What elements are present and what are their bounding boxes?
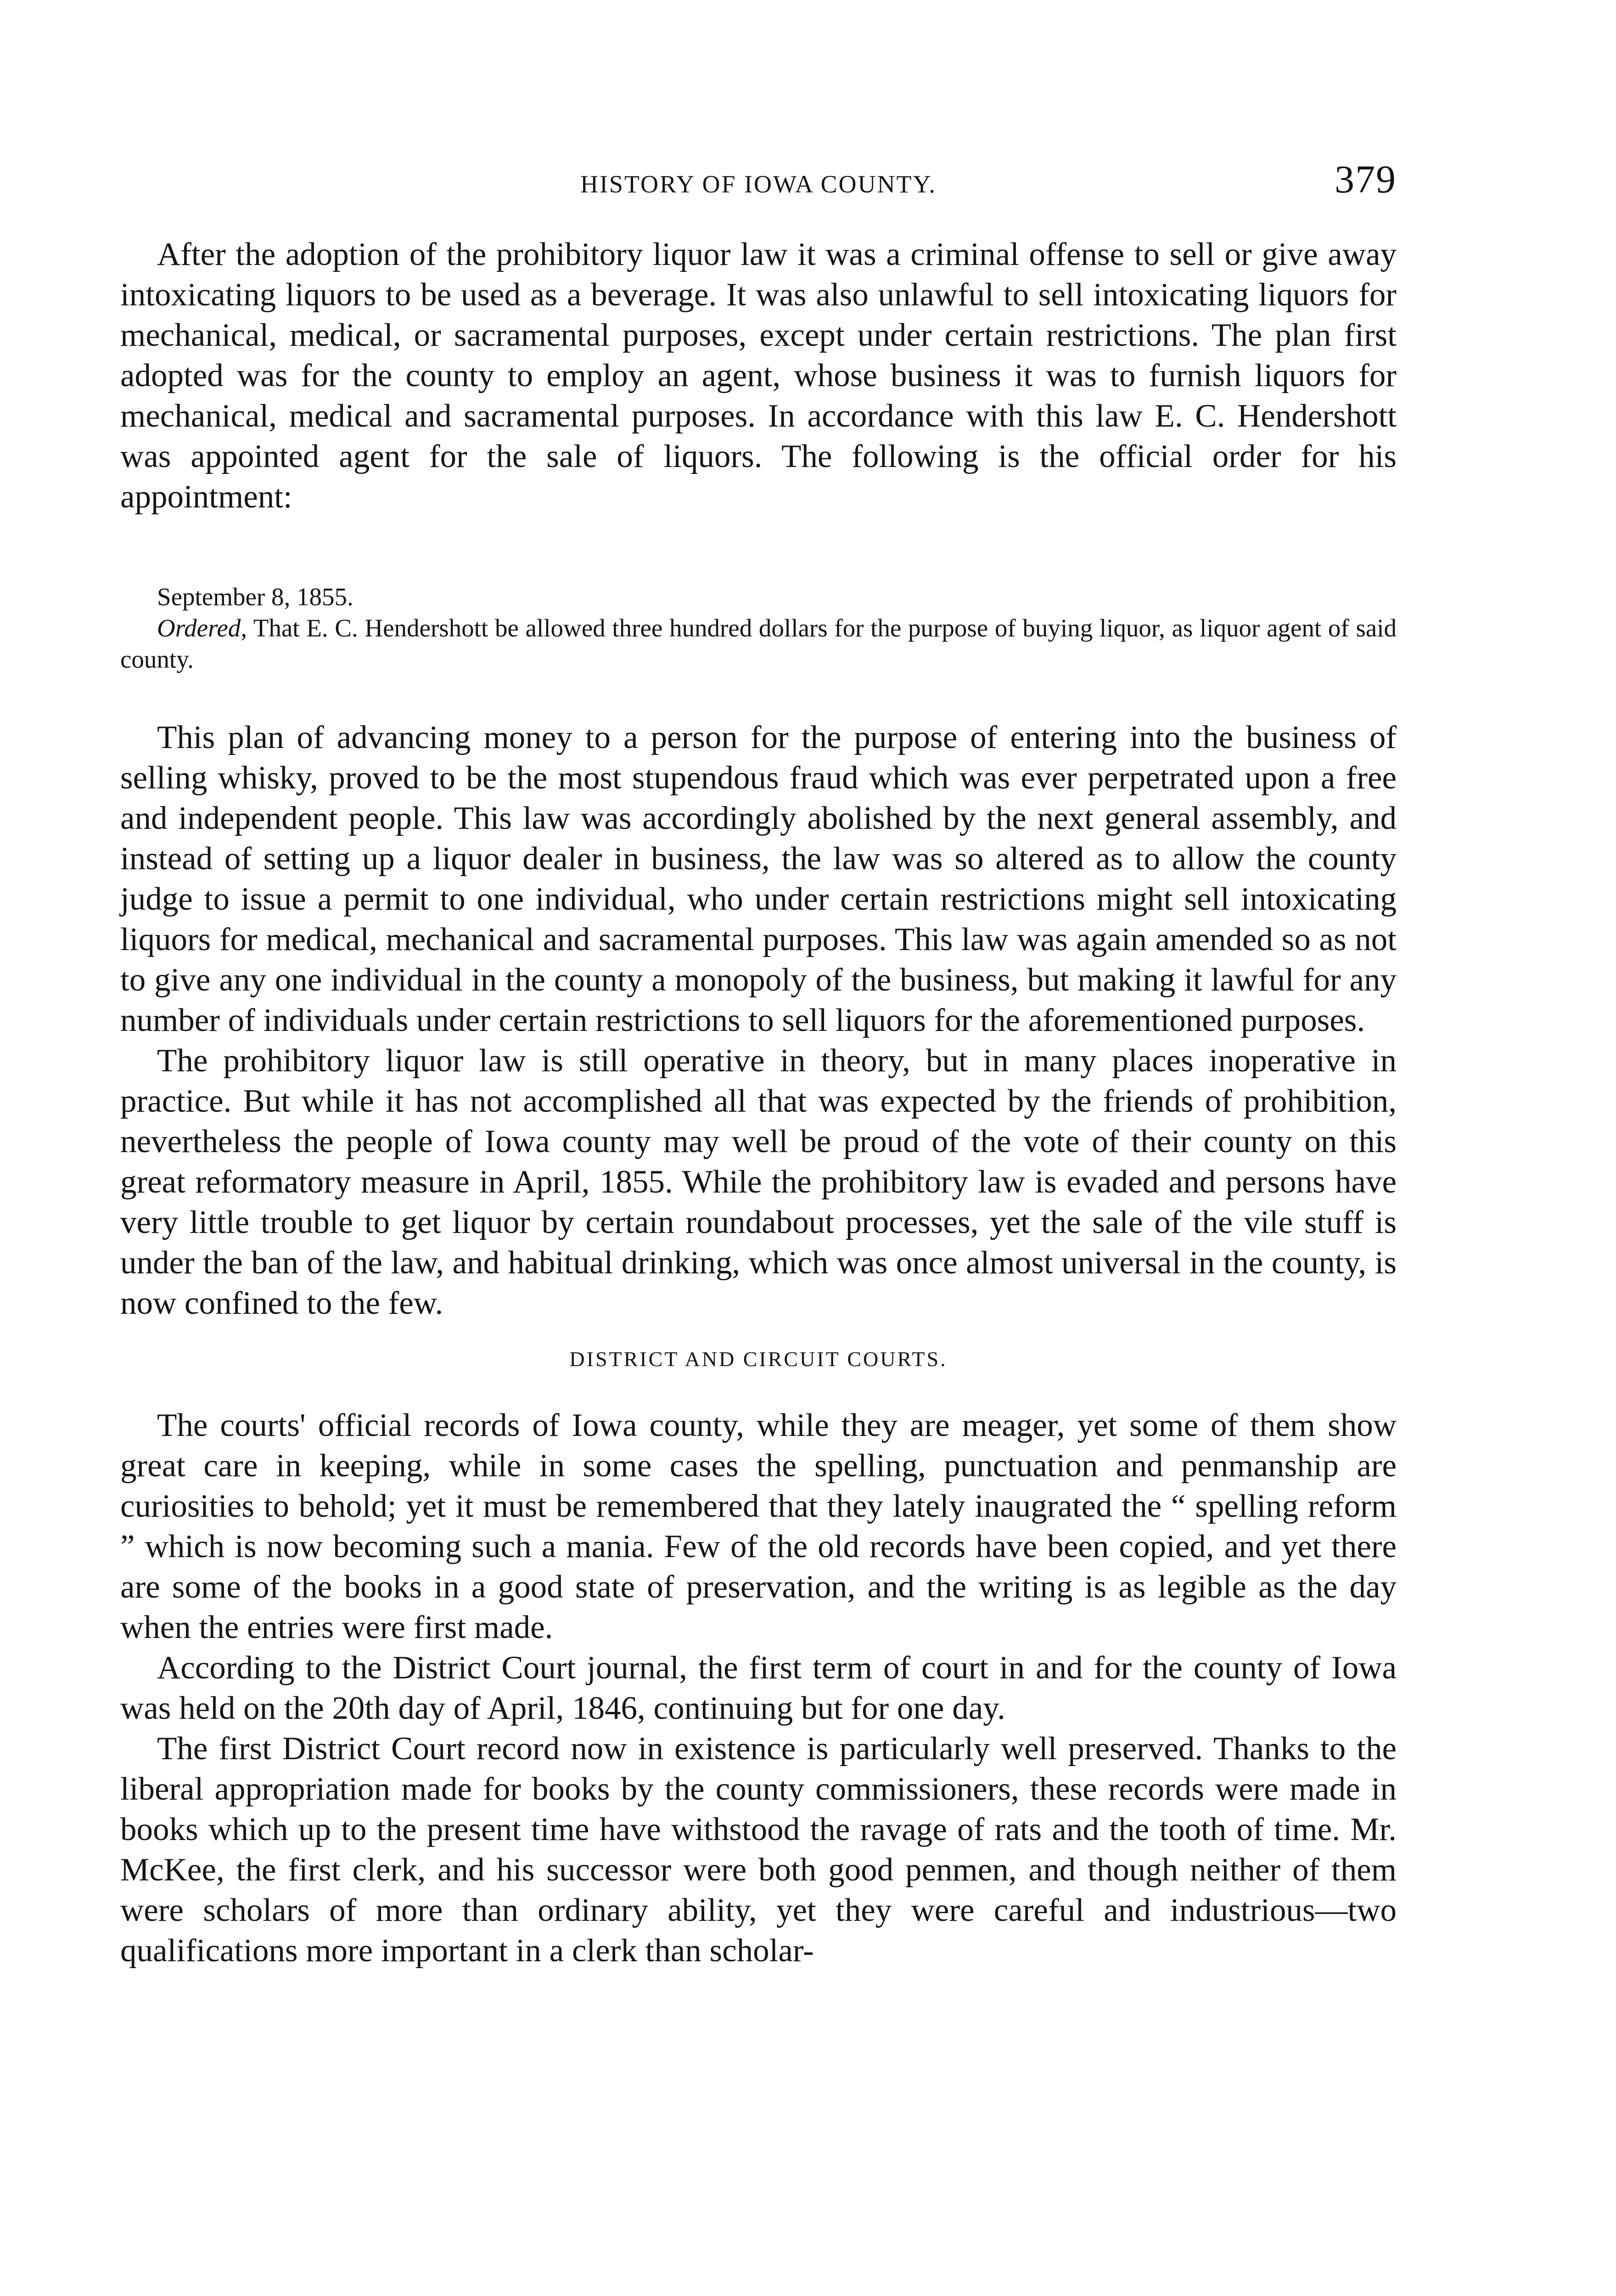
order-text xyxy=(120,613,1397,675)
order-date: September 8, 1855. xyxy=(157,583,354,611)
paragraph-stupendous-fraud: This plan of advancing money to a person for the purpose of entering into the business of selling whisky, proved to be the most stupendous fraud which was ever perpetrated upon a free and independent people. This law was accordingly abolished by the next general assembly, and instead of setting up a liquor dealer in business, the law was so altered as to allow the county judge to issue a permit to one individual, who under certain restrictions might sell intoxicating liquors for medical, mechanical and sacramental purposes. This law was again amended so as not to give any one individual in the county a monopoly of the business, but making it lawful for any number of individuals under certain restrictions to sell liquors for the aforementioned purposes. xyxy=(120,720,1397,1038)
page-number: 379 xyxy=(1335,157,1397,201)
paragraph-first-term: According to the District Court journal, the first term of court in and for the county of Iowa was held on the 20th day of April, 1846, continuing but for one day. xyxy=(120,1650,1397,1726)
paragraph-liquor-law: After the adoption of the prohibitory liquor law it was a criminal offense to sell or give away intoxicating liquors to be used as a beverage. It was also unlawful to sell intoxicating liquors for mechanical, medical, or sacramental purposes, except under certain restrictions. The plan first adopted was for the county to employ an agent, whose business it was to furnish liquors for mechanical, medical and sacramental purposes. In accordance with this law E. C. Hendershott was appointed agent for the sale of liquors. The following is the official order for his appointment: xyxy=(120,236,1397,515)
appointment-order-quote xyxy=(120,581,1397,675)
order-body: That E. C. Hendershott be allowed three hundred dollars for the purpose of buying liquor, as liquor agent of said county. xyxy=(120,614,1397,673)
paragraph-court-records: The courts' official records of Iowa county, while they are meager, yet some of them show great care in keeping, while in some cases the spelling, punctuation and penmanship are curiosities to behold; yet it must be remembered that they lately inaugrated the “ spelling reform ” which is now becoming such a mania. Few of the old records have been copied, and yet there are some of the books in a good state of preservation, and the writing is as legible as the day when the entries were first made. xyxy=(120,1407,1397,1645)
paragraph-prohibitory-law-practice: The prohibitory liquor law is still operative in theory, but in many places inoperative in practice. But while it has not accomplished all that was expected by the friends of prohibition, nevertheless the people of Iowa county may well be proud of the vote of their county on this great reformatory measure in April, 1855. While the prohibitory law is evaded and persons have very little trouble to get liquor by certain roundabout processes, yet the sale of the vile stuff is under the ban of the law, and habitual drinking, which was once almost universal in the county, is now confined to the few. xyxy=(120,1043,1397,1321)
body-text xyxy=(120,234,1397,1971)
running-title: HISTORY OF IOWA COUNTY. xyxy=(580,170,937,198)
section-heading: DISTRICT AND CIRCUIT COURTS. xyxy=(569,1347,948,1371)
running-head xyxy=(120,156,1397,207)
ordered-label: Ordered, xyxy=(157,614,247,642)
paragraph-first-record: The first District Court record now in existence is particularly well preserved. Thanks to the liberal appropriation made for books by the county commissioners, these records were made in books which up to the present time have withstood the ravage of rats and the tooth of time. Mr. McKee, the first clerk, and his successor were both good penmen, and though neither of them were scholars of more than ordinary ability, yet they were careful and industrious—two qualifications more important in a clerk than scholar- xyxy=(120,1731,1397,1969)
